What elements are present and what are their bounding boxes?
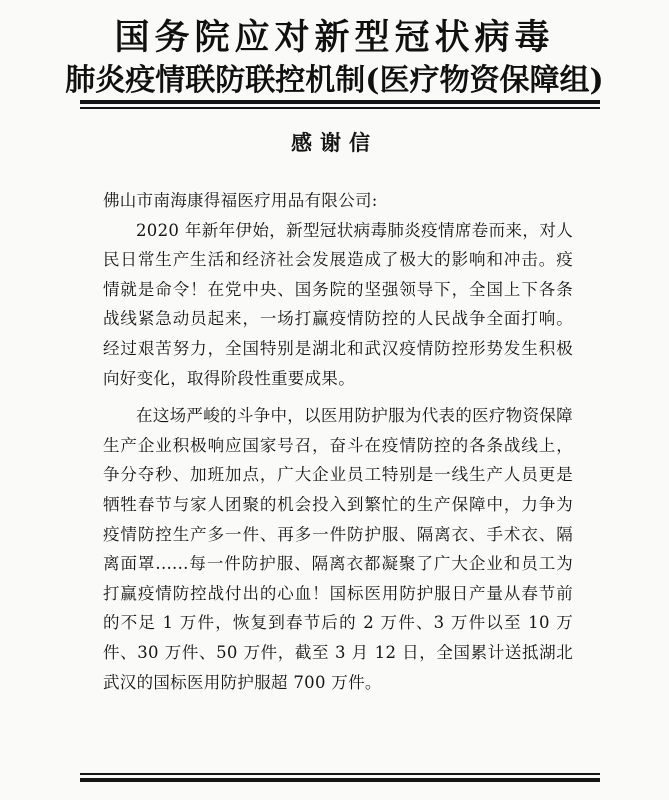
header-rule-thin <box>80 107 600 109</box>
paragraph-1: 2020 年新年伊始，新型冠状病毒肺炎疫情席卷而来，对人民日常生产生活和经济社会发展造成了极大的影响和冲击。疫情就是命令！在党中央、国务院的坚强领导下，全国上下各条战线紧急动员起来，一场打赢疫情防控的人民战争全面打响。经过艰苦努力，全国特别是湖北和武汉疫情防控形势发生积极向好变化，取得阶段性重要成果。 <box>103 220 573 388</box>
footer-rule-thick <box>80 778 600 782</box>
footer-rule-thin <box>80 773 600 775</box>
issuer-name-line2: 肺炎疫情联防联控机制(医疗物资保障组) <box>65 63 604 98</box>
salutation: 佛山市南海康得福医疗用品有限公司: <box>103 191 378 210</box>
issuer-name-line1: 国务院应对新型冠状病毒 <box>114 17 555 58</box>
paragraph-2: 在这场严峻的斗争中，以医用防护服为代表的医疗物资保障生产企业积极响应国家号召，奋斗在疫情防控的各条战线上，争分夺秒、加班加点，广大企业员工特别是一线生产人员更是牺牲春节与家人团聚的机会投入到繁忙的生产保障中，力争为疫情防控生产多一件、再多一件防护服、隔离衣、手术衣、隔离面罩......每一件防护服、隔离衣都凝聚了广大企业和员工为打赢疫情防控战付出的心血！国标医用防护服日产量从春节前的不足 1 万件，恢复到春节后的 2 万件、3 万件以至 10 万件、30 万件、50 万件，截至 3 月 12 日，全国累计送抵湖北武汉的国标医用防护服超 700 万件。 <box>103 406 573 692</box>
letter-body <box>103 186 573 697</box>
letter-title: 感谢信 <box>291 130 378 155</box>
header-rule-thick <box>80 100 600 104</box>
